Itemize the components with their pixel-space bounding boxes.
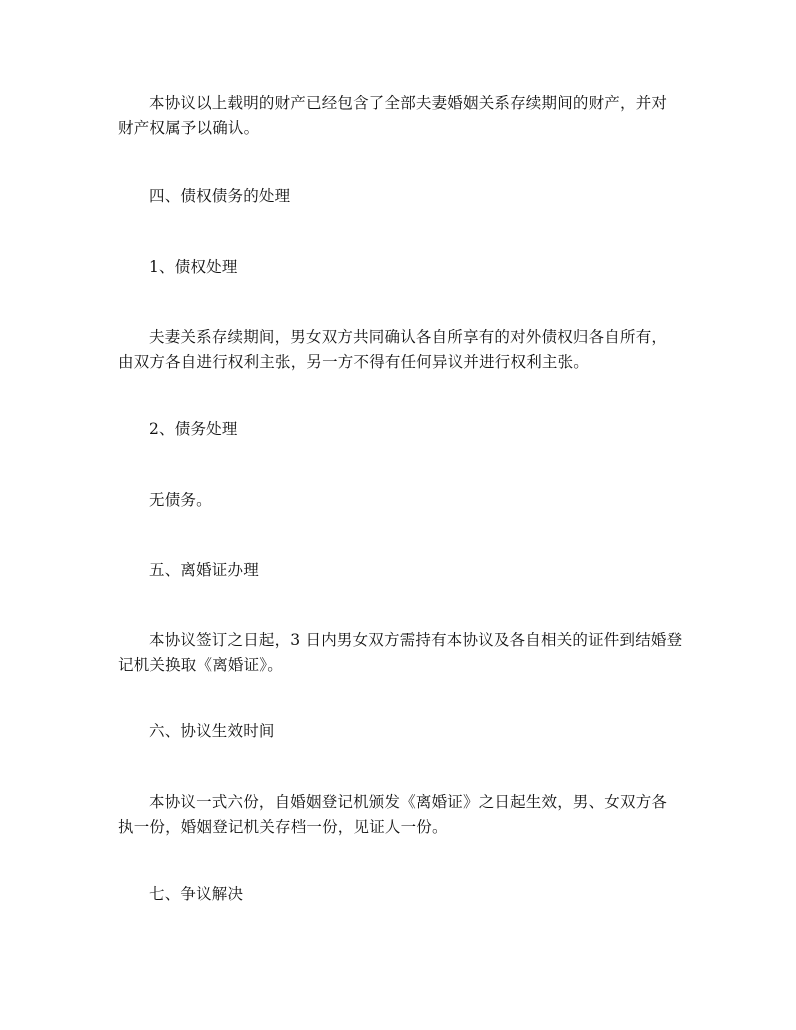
paragraph-effective-line-2: 执一份，婚姻登记机关存档一份，见证人一份。 [118,818,448,836]
paragraph-effective-line-1: 本协议一式六份，自婚姻登记机颁发《离婚证》之日起生效，男、女双方各 [149,793,668,811]
subheading-claims: 1、债权处理 [149,258,238,276]
paragraph-certificate-line-2: 记机关换取《离婚证》。 [118,656,283,674]
paragraph-property-confirmation-line-2: 财产权属予以确认。 [118,119,260,137]
paragraph-property-confirmation-line-1: 本协议以上载明的财产已经包含了全部夫妻婚姻关系存续期间的财产，并对 [149,94,668,112]
subheading-debts: 2、债务处理 [149,420,238,438]
section-heading-certificate: 五、离婚证办理 [149,561,259,579]
paragraph-claims-line-2: 由双方各自进行权利主张，另一方不得有任何异议并进行权利主张。 [118,353,590,371]
section-heading-debts: 四、债权债务的处理 [149,187,291,205]
section-heading-effective: 六、协议生效时间 [149,722,275,740]
paragraph-no-debts: 无债务。 [149,491,212,509]
paragraph-certificate-line-1: 本协议签订之日起，3 日内男女双方需持有本协议及各自相关的证件到结婚登 [149,631,683,649]
paragraph-claims-line-1: 夫妻关系存续期间，男女双方共同确认各自所享有的对外债权归各自所有， [149,328,668,346]
section-heading-dispute: 七、争议解决 [149,885,244,903]
